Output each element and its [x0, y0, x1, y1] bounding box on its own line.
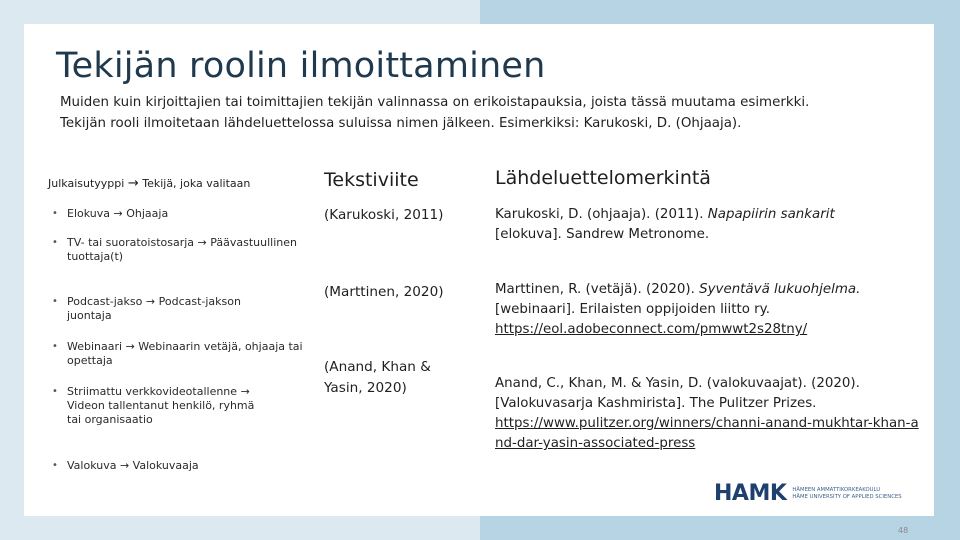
citation-3 [324, 357, 431, 399]
reference-1-title: Napapiirin sankarit [707, 207, 835, 222]
type-from: Webinaari [67, 340, 123, 353]
citation-column-header: Tekstiviite [324, 169, 419, 191]
type-item-webinaari [50, 340, 307, 368]
type-header-right: Tekijä, joka valitaan [142, 177, 251, 190]
type-from: Striimattu verkkovideotallenne [67, 385, 238, 398]
type-from: Elokuva [67, 207, 110, 220]
intro-text [60, 92, 920, 134]
reference-2-details: [webinaari]. Erilaisten oppijoiden liitto ry. [495, 302, 770, 317]
reference-3-text: Anand, C., Khan, M. & Yasin, D. (valokuvaajat). (2020). [495, 376, 860, 391]
reference-2-text: Marttinen, R. (vetäjä). (2020). [495, 282, 700, 297]
type-item-tv [50, 236, 307, 264]
arrow-right-icon: → [127, 176, 139, 191]
type-to: Videon tallentanut henkilö, ryhmä tai organisaatio [67, 399, 255, 426]
arrow-right-icon: → [113, 207, 123, 220]
logo-line-1: HÄMEEN AMMATTIKORKEAKOULU [792, 486, 881, 493]
citation-1: (Karukoski, 2011) [324, 207, 444, 223]
type-item-elokuva [50, 207, 307, 221]
intro-line-2: Tekijän rooli ilmoitetaan lähdeluettelossa suluissa nimen jälkeen. Esimerkiksi: Karukoski, D. (Ohjaaja). [60, 116, 742, 131]
type-to: Päävastuullinen tuottaja(t) [67, 236, 298, 263]
slide-title: Tekijän roolin ilmoittaminen [56, 46, 546, 86]
logo-line-2: HÄME UNIVERSITY OF APPLIED SCIENCES [792, 493, 902, 500]
type-item-striimattu [50, 385, 267, 427]
type-item-valokuva [50, 459, 307, 473]
type-to: Webinaarin vetäjä, ohjaaja tai opettaja [67, 340, 303, 367]
reference-1 [495, 205, 920, 245]
reference-3-link[interactable]: https://www.pulitzer.org/winners/channi-anand-mukhtar-khan-and-dar-yasin-associated-press [495, 416, 919, 451]
intro-line-1: Muiden kuin kirjoittajien tai toimittajien tekijän valinnassa on erikoistapauksia, joista tässä muutama esimerkki. [60, 95, 810, 110]
type-from: Valokuva [67, 459, 117, 472]
arrow-right-icon: → [197, 236, 207, 249]
logo-mark: HAMK [714, 481, 787, 506]
type-to: Valokuvaaja [132, 459, 199, 472]
page-number: 48 [898, 526, 909, 535]
citation-3-line-2: Yasin, 2020) [324, 380, 407, 396]
type-from: Podcast-jakso [67, 295, 143, 308]
reference-2-title: Syventävä lukuohjelma. [699, 282, 861, 297]
reference-2 [495, 280, 920, 340]
type-column-header [48, 176, 250, 191]
arrow-right-icon: → [125, 340, 135, 353]
arrow-right-icon: → [240, 385, 250, 398]
reference-2-link[interactable]: https://eol.adobeconnect.com/pmwwt2s28tny/ [495, 322, 808, 337]
citation-3-line-1: (Anand, Khan & [324, 359, 431, 375]
reference-column-header: Lähdeluettelomerkintä [495, 167, 711, 189]
arrow-right-icon: → [119, 459, 130, 472]
type-to: Ohjaaja [126, 207, 169, 220]
reference-1-text: Karukoski, D. (ohjaaja). (2011). [495, 207, 708, 222]
type-to: Podcast-jakson juontaja [67, 295, 241, 322]
reference-1-details: [elokuva]. Sandrew Metronome. [495, 227, 710, 242]
hamk-logo [714, 481, 902, 506]
reference-3 [495, 374, 920, 454]
citation-2: (Marttinen, 2020) [324, 284, 444, 300]
arrow-right-icon: → [145, 295, 156, 308]
type-item-podcast [50, 295, 277, 323]
type-header-left: Julkaisutyyppi [48, 177, 125, 190]
logo-text [792, 487, 901, 501]
reference-3-details: [Valokuvasarja Kashmirista]. The Pulitzer Prizes. [495, 396, 817, 411]
type-from: TV- tai suoratoistosarja [67, 236, 195, 249]
slide [24, 24, 934, 535]
